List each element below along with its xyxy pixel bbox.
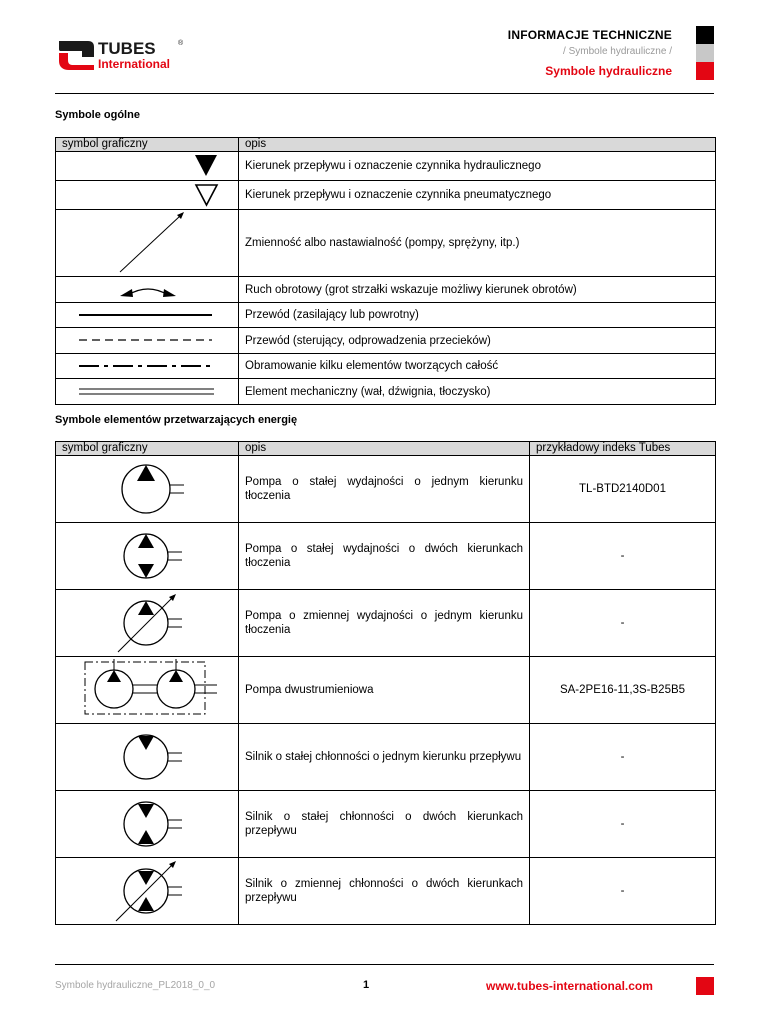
gray-square <box>696 44 714 62</box>
page-number: 1 <box>363 979 370 991</box>
row-desc: Kierunek przepływu i oznaczenie czynnika pneumatycznego <box>239 181 716 210</box>
row-desc: Obramowanie kilku elementów tworzących całość <box>239 354 716 379</box>
row-desc: Pompa dwustrumieniowa <box>239 657 530 724</box>
col-desc: opis <box>239 442 530 456</box>
table-row <box>56 379 716 405</box>
dash-dot-line-icon <box>56 354 239 378</box>
tubes-logo <box>58 38 198 72</box>
row-desc: Pompa o stałej wydajności o dwóch kierunkach tłoczenia <box>239 523 530 590</box>
logo-sub: International <box>98 57 171 71</box>
row-index: TL-BTD2140D01 <box>530 456 716 523</box>
motor-fixed-two-directions-icon <box>56 791 239 857</box>
pump-fixed-one-direction-icon <box>56 456 239 522</box>
page-title: Symbole hydrauliczne <box>545 64 672 78</box>
table-header-row <box>56 442 716 456</box>
triangle-outline-icon <box>56 181 239 209</box>
table-row <box>56 152 716 181</box>
logo-name: TUBES <box>98 39 156 58</box>
diagonal-arrow-icon <box>56 210 239 276</box>
curved-double-arrow-icon <box>56 277 239 302</box>
table-row <box>56 277 716 303</box>
black-square <box>696 26 714 44</box>
pump-fixed-two-directions-icon <box>56 523 239 589</box>
row-index: - <box>530 590 716 657</box>
double-pump-icon <box>56 657 239 723</box>
row-desc: Silnik o zmiennej chłonności o dwóch kierunkach przepływu <box>239 858 530 925</box>
breadcrumb: / Symbole hydrauliczne / <box>563 46 672 57</box>
row-index: - <box>530 523 716 590</box>
logo-reg: ® <box>178 40 184 47</box>
table-row <box>56 181 716 210</box>
footer-rule <box>55 964 714 965</box>
table-row <box>56 523 716 590</box>
row-desc: Przewód (zasilający lub powrotny) <box>239 303 716 328</box>
footer-website-link[interactable]: www.tubes-international.com <box>486 979 653 993</box>
table-row <box>56 303 716 328</box>
row-desc: Kierunek przepływu i oznaczenie czynnika hydraulicznego <box>239 152 716 181</box>
motor-fixed-one-direction-icon <box>56 724 239 790</box>
row-desc: Zmienność albo nastawialność (pompy, sprężyny, itp.) <box>239 210 716 277</box>
energy-symbols-table <box>55 441 716 925</box>
motor-variable-two-directions-icon <box>56 858 239 924</box>
col-symbol: symbol graficzny <box>56 138 239 152</box>
table-header-row <box>56 138 716 152</box>
table-row <box>56 328 716 354</box>
col-index: przykładowy indeks Tubes <box>530 442 716 456</box>
row-index: - <box>530 791 716 858</box>
row-desc: Ruch obrotowy (grot strzałki wskazuje możliwy kierunek obrotów) <box>239 277 716 303</box>
table-row <box>56 210 716 277</box>
table-row <box>56 456 716 523</box>
table-row <box>56 724 716 791</box>
col-symbol: symbol graficzny <box>56 442 239 456</box>
double-line-icon <box>56 379 239 404</box>
col-desc: opis <box>239 138 716 152</box>
row-desc: Silnik o stałej chłonności o jednym kierunku przepływu <box>239 724 530 791</box>
triangle-filled-icon <box>56 152 239 180</box>
row-index: SA-2PE16-11,3S-B25B5 <box>530 657 716 724</box>
general-symbols-table <box>55 137 716 405</box>
table-row <box>56 354 716 379</box>
row-desc: Przewód (sterujący, odprowadzenia przecieków) <box>239 328 716 354</box>
row-desc: Element mechaniczny (wał, dźwignia, tłoczysko) <box>239 379 716 405</box>
table-row <box>56 791 716 858</box>
dashed-line-icon <box>56 328 239 353</box>
red-square <box>696 62 714 80</box>
footer-red-square <box>696 977 714 995</box>
row-desc: Silnik o stałej chłonności o dwóch kierunkach przepływu <box>239 791 530 858</box>
row-desc: Pompa o zmiennej wydajności o jednym kierunku tłoczenia <box>239 590 530 657</box>
section-title-general: Symbole ogólne <box>55 109 140 121</box>
header-rule <box>55 93 714 94</box>
pump-variable-one-direction-icon <box>56 590 239 656</box>
row-desc: Pompa o stałej wydajności o jednym kierunku tłoczenia <box>239 456 530 523</box>
footer-doc-id: Symbole hydrauliczne_PL2018_0_0 <box>55 980 216 991</box>
header-category: INFORMACJE TECHNICZNE <box>507 28 672 42</box>
table-row <box>56 590 716 657</box>
table-row <box>56 657 716 724</box>
solid-line-icon <box>56 303 239 327</box>
table-row <box>56 858 716 925</box>
row-index: - <box>530 724 716 791</box>
section-title-energy: Symbole elementów przetwarzających energię <box>55 414 298 426</box>
row-index: - <box>530 858 716 925</box>
